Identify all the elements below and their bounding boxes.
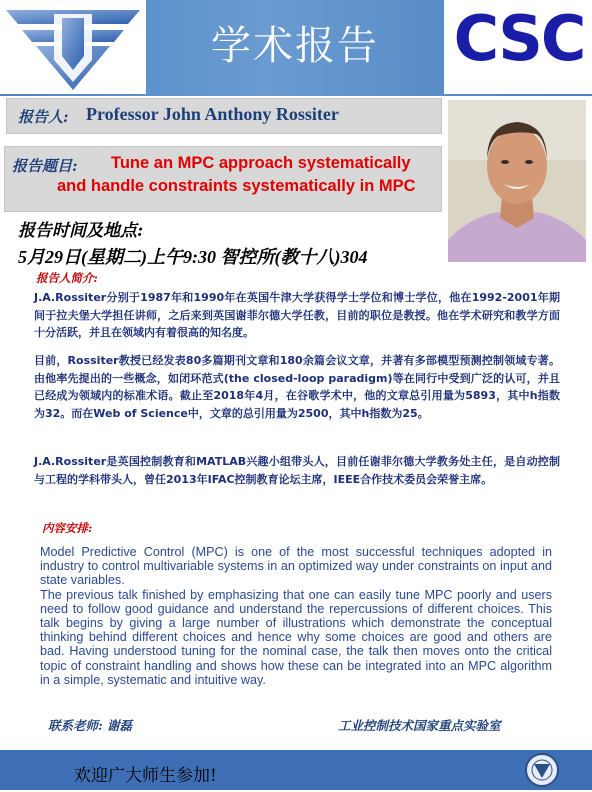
speaker-name: Professor John Anthony Rossiter: [86, 104, 339, 124]
content-heading: 内容安排:: [42, 521, 93, 535]
csc-logo-text: CSC: [453, 2, 585, 75]
schedule-value: 5月29日(星期二)上午9:30 智控所(教十八)304: [18, 247, 368, 267]
page-title: 学术报告: [211, 23, 379, 69]
abstract: [40, 545, 552, 687]
bio-paragraph: J.A.Rossiter分别于1987年和1990年在英国牛津大学获得学士学位和博士学位，他在1992-2001年期间于拉夫堡大学担任讲师，之后来到英国谢菲尔德大学任教，目前的职位是教授。他在学术研究和教学方面十分活跃，并且在领域内有着很高的知名度。: [34, 291, 560, 340]
speaker-photo: [448, 100, 586, 262]
topic-label: 报告题目:: [12, 157, 78, 175]
university-seal-icon: [524, 752, 560, 788]
bio-paragraph: J.A.Rossiter是英国控制教育和MATLAB兴趣小组带头人，目前任谢菲尔德大学教务处主任，是自动控制与工程的学科带头人，曾任2013年IFAC控制教育论坛主席，IEEE合作技术委员会荣誉主席。: [34, 455, 560, 486]
bio-heading: 报告人简介:: [36, 271, 98, 285]
contact-teacher: 联系老师: 谢磊: [48, 718, 132, 733]
university-emblem-icon: [0, 0, 146, 94]
bio-paragraph: 目前，Rossiter教授已经发表80多篇期刊文章和180余篇会议文章，并著有多部模型预测控制领域专著。由他率先提出的一些概念，如闭环范式(the closed-loop paradigm)等在同行中受到广泛的认可，并且已经成为领域内的标准术语。截止至2018年4月，在谷歌学术中，他的文章总引用量为5893，其中h指数为32。而在Web of Science中，文章的总引用量为2500，其中h指数为25。: [34, 354, 560, 420]
abstract-paragraph: The previous talk finished by emphasizing that one can easily tune MPC poorly and users need to follow good guidance and understand the repercussions of different choices. This talk begins by giving a large number of illustrations which demonstrate the conceptual thinking behind different choices and hence why some choices are good and others are bad. Having understood tuning for the nominal case, the talk then moves onto the critical topic of constraint handling and shows how these can be integrated into an MPC algorithm in a simple, systematic and intuitive way.: [40, 587, 552, 687]
speaker-label: 报告人:: [18, 108, 69, 126]
schedule-label: 报告时间及地点:: [18, 221, 144, 241]
abstract-paragraph: Model Predictive Control (MPC) is one of the most successful techniques adopted in industry to control multivariable systems in an optimized way under constraints on input and state variables.: [40, 545, 552, 588]
lab-name: 工业控制技术国家重点实验室: [338, 718, 501, 733]
topic-title-line-1: Tune an MPC approach systematically: [111, 154, 411, 172]
topic-title-line-2: and handle constraints systematically in MPC: [57, 177, 416, 195]
welcome-text: 欢迎广大师生参加!: [74, 766, 217, 786]
